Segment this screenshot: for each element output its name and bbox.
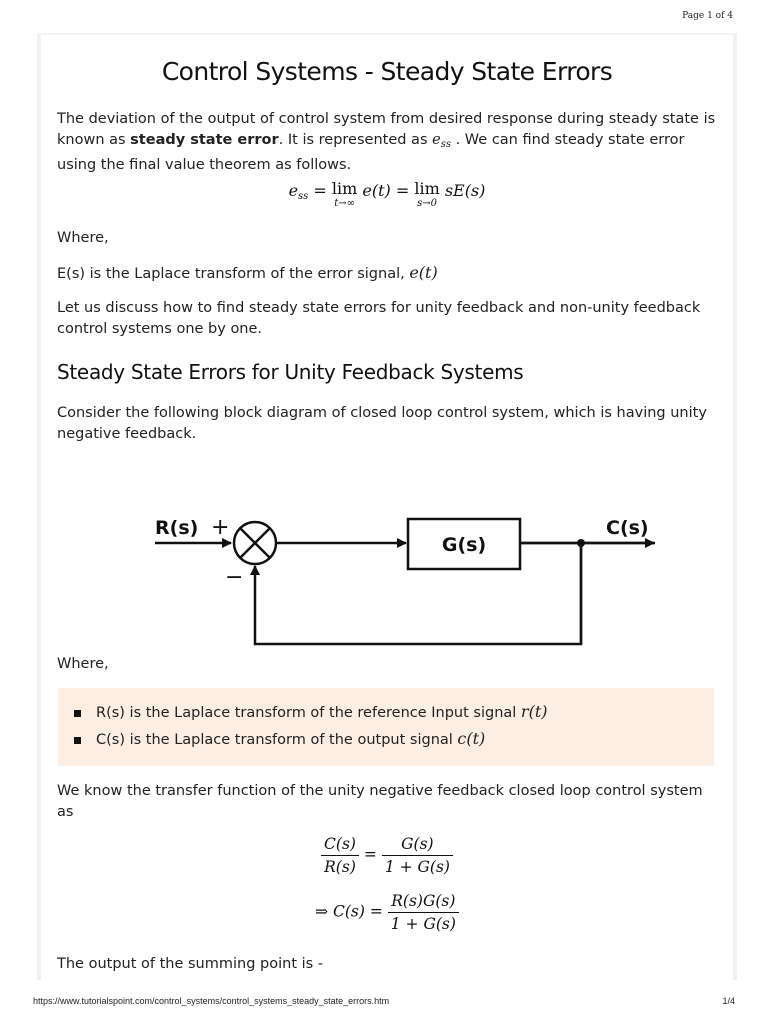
section-heading: Steady State Errors for Unity Feedback Systems xyxy=(57,360,524,384)
ess-symbol: $e_{ss}$ xyxy=(432,131,451,150)
page-number: Page 1 of 4 xyxy=(682,11,733,21)
list-item: C(s) is the Laplace transform of the output signal c(t) xyxy=(96,729,486,748)
bullet-marker xyxy=(74,710,81,717)
transfer-function-intro: We know the transfer function of the unity negative feedback closed loop control system as xyxy=(57,783,703,820)
where-label-2: Where, xyxy=(57,656,109,672)
intro-paragraph xyxy=(57,109,717,176)
output-label: C(s) xyxy=(606,517,649,539)
page-footer xyxy=(33,996,735,1006)
feedback-path xyxy=(141,472,621,662)
consider-paragraph: Consider the following block diagram of closed loop control system, which is having unity negative feedback. xyxy=(57,405,707,442)
intro-text-2: . It is represented as xyxy=(278,131,433,148)
plus-sign: + xyxy=(211,515,230,540)
footer-page-number: 1/4 xyxy=(722,996,735,1006)
final-value-equation: $e_{ss} = \lim$ t→∞ e(t) = lim s→0 sE(s) xyxy=(288,179,486,209)
error-signal-definition: E(s) is the Laplace transform of the error signal, e(t) xyxy=(57,263,438,282)
intro-bold-term: steady state error xyxy=(130,131,279,148)
input-label: R(s) xyxy=(155,517,199,539)
transfer-function-equation: $\frac{C(s)}{R(s)}$ = $\frac{G(s)}{1 + G(s)}$ xyxy=(41,835,733,876)
intro-text-1: The deviation of the output of control system from desired response during steady state is known as xyxy=(57,111,716,148)
summing-point-intro: The output of the summing point is - xyxy=(57,956,324,972)
list-item: R(s) is the Laplace transform of the reference Input signal r(t) xyxy=(96,702,548,721)
page-title: Control Systems - Steady State Errors xyxy=(161,57,613,86)
intro-text-3: . We can find steady state error using the final value theorem as follows. xyxy=(57,131,685,173)
source-url: https://www.tutorialspoint.com/control_systems/control_systems_steady_state_errors.htm xyxy=(33,996,390,1006)
discussion-paragraph: Let us discuss how to find steady state errors for unity feedback and non-unity feedback control systems one by one. xyxy=(57,300,701,337)
definitions-box xyxy=(58,688,714,766)
where-label-1: Where, xyxy=(57,230,109,246)
output-equation: ⇒ C(s) = $\frac{R(s)G(s)}{1 + G(s)}$ xyxy=(41,892,733,933)
document-page xyxy=(37,33,737,980)
minus-sign: − xyxy=(225,565,244,590)
bullet-marker xyxy=(74,737,81,744)
block-label: G(s) xyxy=(441,534,487,556)
